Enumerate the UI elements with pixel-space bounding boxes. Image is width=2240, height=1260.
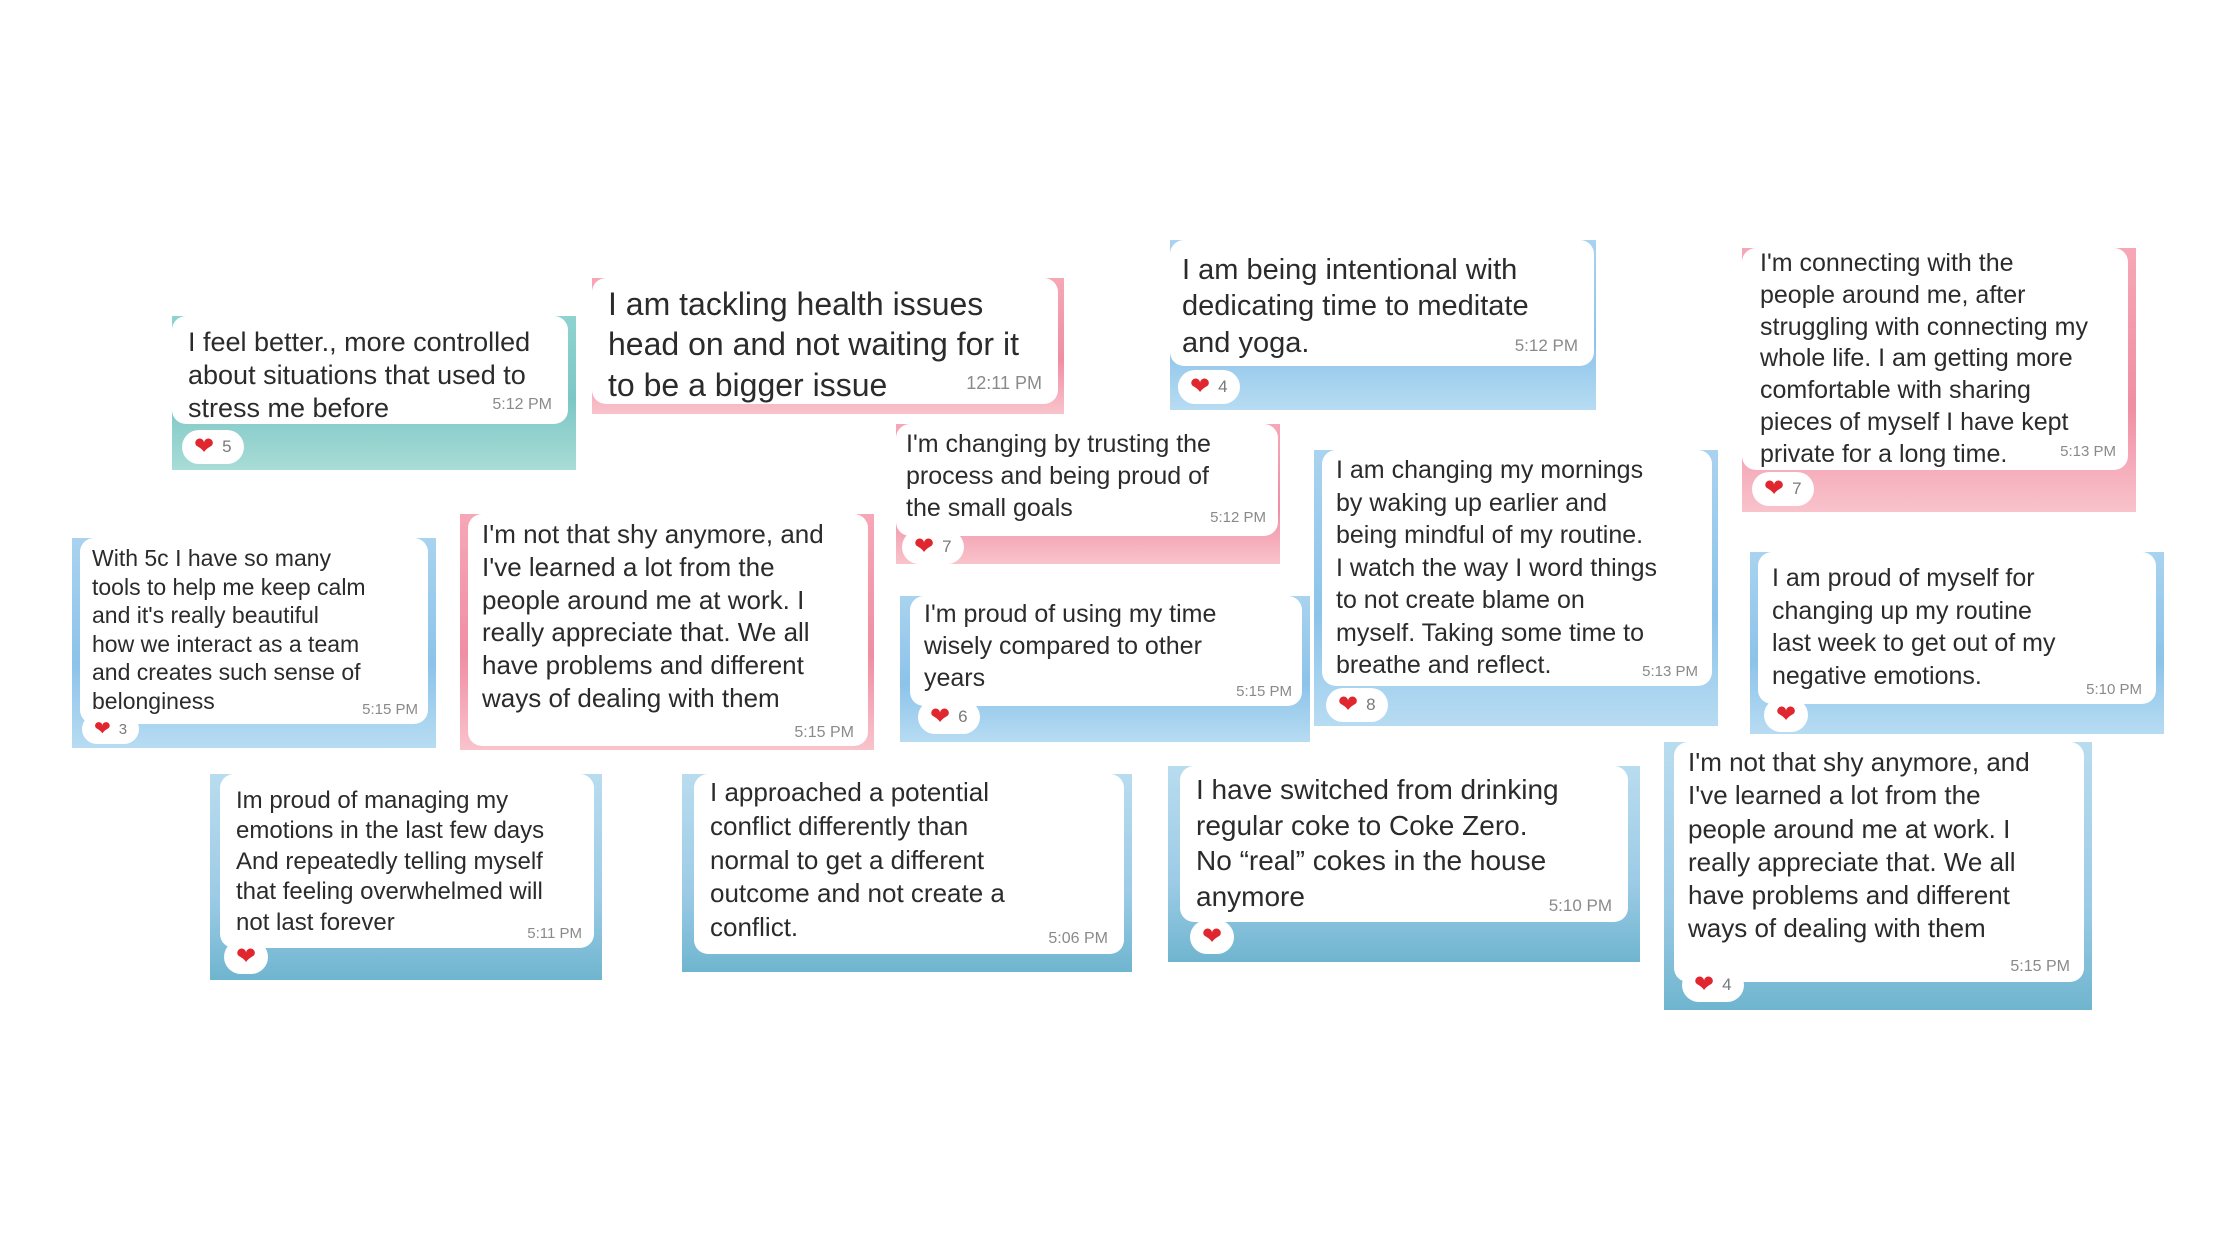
message-time: 5:12 PM bbox=[492, 396, 552, 413]
message-card bbox=[72, 538, 436, 748]
message-bubble bbox=[220, 774, 594, 948]
message-bubble bbox=[468, 514, 868, 746]
message-text: I'm changing by trusting the process and being proud of the small goals bbox=[906, 430, 1211, 522]
reaction-badge[interactable] bbox=[1326, 688, 1388, 722]
message-card bbox=[172, 316, 576, 470]
message-card bbox=[1750, 552, 2164, 734]
message-time: 5:11 PM bbox=[527, 925, 582, 942]
message-text: I am changing my mornings by waking up earlier and being mindful of my routine. I watch the way I word things to not create blame on myself. Taking some time to breathe and reflect. bbox=[1336, 456, 1657, 679]
message-card bbox=[682, 774, 1132, 972]
message-bubble bbox=[694, 774, 1124, 954]
message-bubble bbox=[1322, 450, 1712, 686]
message-card bbox=[1168, 766, 1640, 962]
heart-icon: ❤ bbox=[1338, 691, 1359, 718]
heart-icon: ❤ bbox=[194, 433, 215, 460]
message-text: I approached a potential conflict differently than normal to get a different outcome and not create a conflict. bbox=[710, 777, 1005, 943]
message-card bbox=[1742, 248, 2136, 512]
reaction-badge[interactable] bbox=[918, 700, 980, 734]
message-bubble bbox=[910, 596, 1302, 706]
message-bubble bbox=[1742, 248, 2128, 470]
reaction-count: 7 bbox=[1792, 479, 1802, 498]
message-bubble bbox=[896, 424, 1278, 536]
message-time: 5:13 PM bbox=[1642, 663, 1698, 680]
reaction-count: 4 bbox=[1722, 975, 1732, 994]
heart-icon: ❤ bbox=[1190, 373, 1211, 400]
message-card bbox=[592, 278, 1064, 414]
message-time: 5:15 PM bbox=[362, 701, 418, 718]
message-card bbox=[1664, 742, 2092, 1010]
reaction-count: 3 bbox=[118, 720, 128, 738]
reaction-count: 7 bbox=[942, 537, 952, 556]
reaction-badge[interactable] bbox=[1178, 370, 1240, 404]
heart-icon: ❤ bbox=[930, 703, 951, 730]
message-time: 5:10 PM bbox=[2086, 681, 2142, 698]
message-time: 5:06 PM bbox=[1048, 930, 1108, 947]
message-time: 5:12 PM bbox=[1210, 509, 1266, 526]
reaction-count: 6 bbox=[958, 707, 968, 726]
message-text: I am tackling health issues head on and not waiting for it to be a bigger issue bbox=[608, 286, 1019, 403]
reaction-badge[interactable] bbox=[82, 714, 139, 744]
message-text: I'm not that shy anymore, and I've learned a lot from the people around me at work. I really appreciate that. We all have problems and different ways of dealing with them bbox=[482, 519, 824, 713]
message-text: With 5c I have so many tools to help me keep calm and it's really beautiful how we interact as a team and creates such sense of belonginess bbox=[92, 545, 366, 714]
message-bubble bbox=[172, 316, 568, 424]
message-text: I'm not that shy anymore, and I've learned a lot from the people around me at work. I really appreciate that. We all have problems and different ways of dealing with them bbox=[1688, 747, 2030, 944]
heart-icon: ❤ bbox=[1776, 701, 1797, 728]
heart-icon: ❤ bbox=[1764, 475, 1785, 502]
message-card bbox=[460, 514, 874, 750]
heart-icon: ❤ bbox=[914, 533, 935, 560]
reaction-badge[interactable] bbox=[1682, 968, 1744, 1002]
message-bubble bbox=[1180, 766, 1628, 922]
reaction-badge[interactable] bbox=[1764, 698, 1808, 732]
message-text: I am proud of myself for changing up my routine last week to get out of my negative emotions. bbox=[1772, 564, 2056, 690]
reaction-badge[interactable] bbox=[182, 430, 244, 464]
heart-icon: ❤ bbox=[94, 718, 111, 740]
message-card bbox=[1314, 450, 1718, 726]
message-time: 5:12 PM bbox=[1514, 336, 1578, 355]
message-time: 12:11 PM bbox=[966, 373, 1042, 393]
heart-icon: ❤ bbox=[1202, 923, 1223, 950]
message-text: Im proud of managing my emotions in the last few days And repeatedly telling myself that feeling overwhelmed will not last forever bbox=[236, 787, 545, 936]
message-text: I am being intentional with dedicating time to meditate and yoga. bbox=[1182, 254, 1529, 359]
message-card bbox=[900, 596, 1310, 742]
message-time: 5:15 PM bbox=[1236, 683, 1292, 700]
reaction-badge[interactable] bbox=[1752, 472, 1814, 506]
message-card bbox=[896, 424, 1280, 564]
message-time: 5:15 PM bbox=[794, 724, 854, 741]
message-text: I have switched from drinking regular coke to Coke Zero. No “real” cokes in the house anymore bbox=[1196, 774, 1559, 912]
message-text: I'm proud of using my time wisely compared to other years bbox=[924, 600, 1217, 692]
reaction-count: 4 bbox=[1218, 377, 1228, 396]
message-card bbox=[1170, 240, 1596, 410]
reaction-badge[interactable] bbox=[902, 530, 964, 564]
message-bubble bbox=[80, 538, 428, 724]
message-bubble bbox=[592, 278, 1058, 404]
message-bubble bbox=[1170, 240, 1594, 366]
heart-icon: ❤ bbox=[1694, 971, 1715, 998]
message-time: 5:13 PM bbox=[2060, 443, 2116, 460]
message-bubble bbox=[1674, 742, 2084, 982]
heart-icon: ❤ bbox=[236, 943, 257, 970]
message-bubble bbox=[1758, 552, 2156, 704]
message-time: 5:10 PM bbox=[1548, 896, 1612, 915]
reaction-count: 5 bbox=[222, 437, 232, 456]
message-text: I feel better., more controlled about situations that used to stress me before bbox=[188, 327, 531, 423]
reaction-badge[interactable] bbox=[224, 940, 268, 974]
message-card bbox=[210, 774, 602, 980]
reaction-count: 8 bbox=[1366, 695, 1376, 714]
message-time: 5:15 PM bbox=[2010, 958, 2070, 975]
reaction-badge[interactable] bbox=[1190, 920, 1234, 954]
message-text: I'm connecting with the people around me, after struggling with connecting my whole life. I am getting more comfortable with sharing pieces of myself I have kept private for a long time. bbox=[1760, 249, 2088, 468]
